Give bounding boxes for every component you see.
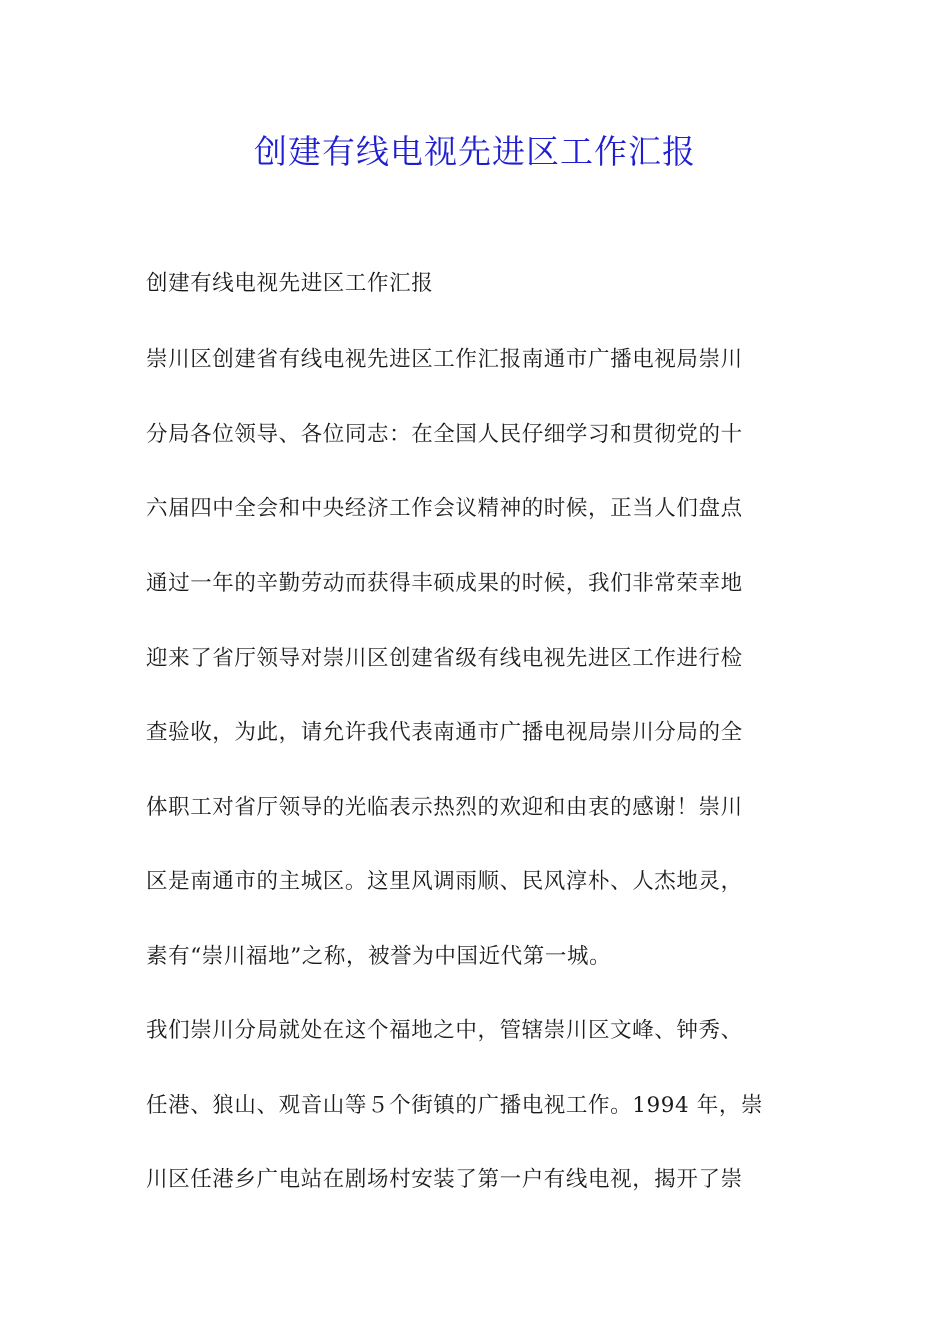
body-line: 迎来了省厅领导对崇川区创建省级有线电视先进区工作进行检 — [146, 646, 743, 671]
body-line: 查验收，为此，请允许我代表南通市广播电视局崇川分局的全 — [146, 720, 743, 745]
body-line: 崇川区创建省有线电视先进区工作汇报南通市广播电视局崇川 — [146, 347, 743, 372]
body-line: 体职工对省厅领导的光临表示热烈的欢迎和由衷的感谢！崇川 — [146, 795, 743, 820]
document-title: 创建有线电视先进区工作汇报 — [254, 132, 696, 171]
body-line: 我们崇川分局就处在这个福地之中，管辖崇川区文峰、钟秀、 — [146, 1018, 743, 1043]
body-line: 区是南通市的主城区。这里风调雨顺、民风淳朴、人杰地灵， — [146, 869, 743, 894]
body-line: 六届四中全会和中央经济工作会议精神的时候，正当人们盘点 — [146, 496, 743, 521]
body-line: 通过一年的辛勤劳动而获得丰硕成果的时候，我们非常荣幸地 — [146, 571, 743, 596]
document-subtitle: 创建有线电视先进区工作汇报 — [146, 271, 434, 296]
body-line: 任港、狼山、观音山等５个街镇的广播电视工作。1994 年，崇 — [146, 1093, 764, 1118]
body-line: 分局各位领导、各位同志：在全国人民仔细学习和贯彻党的十 — [146, 422, 743, 447]
body-line: 川区任港乡广电站在剧场村安装了第一户有线电视，揭开了崇 — [146, 1167, 743, 1192]
body-line: 素有“崇川福地”之称，被誉为中国近代第一城。 — [146, 944, 612, 969]
